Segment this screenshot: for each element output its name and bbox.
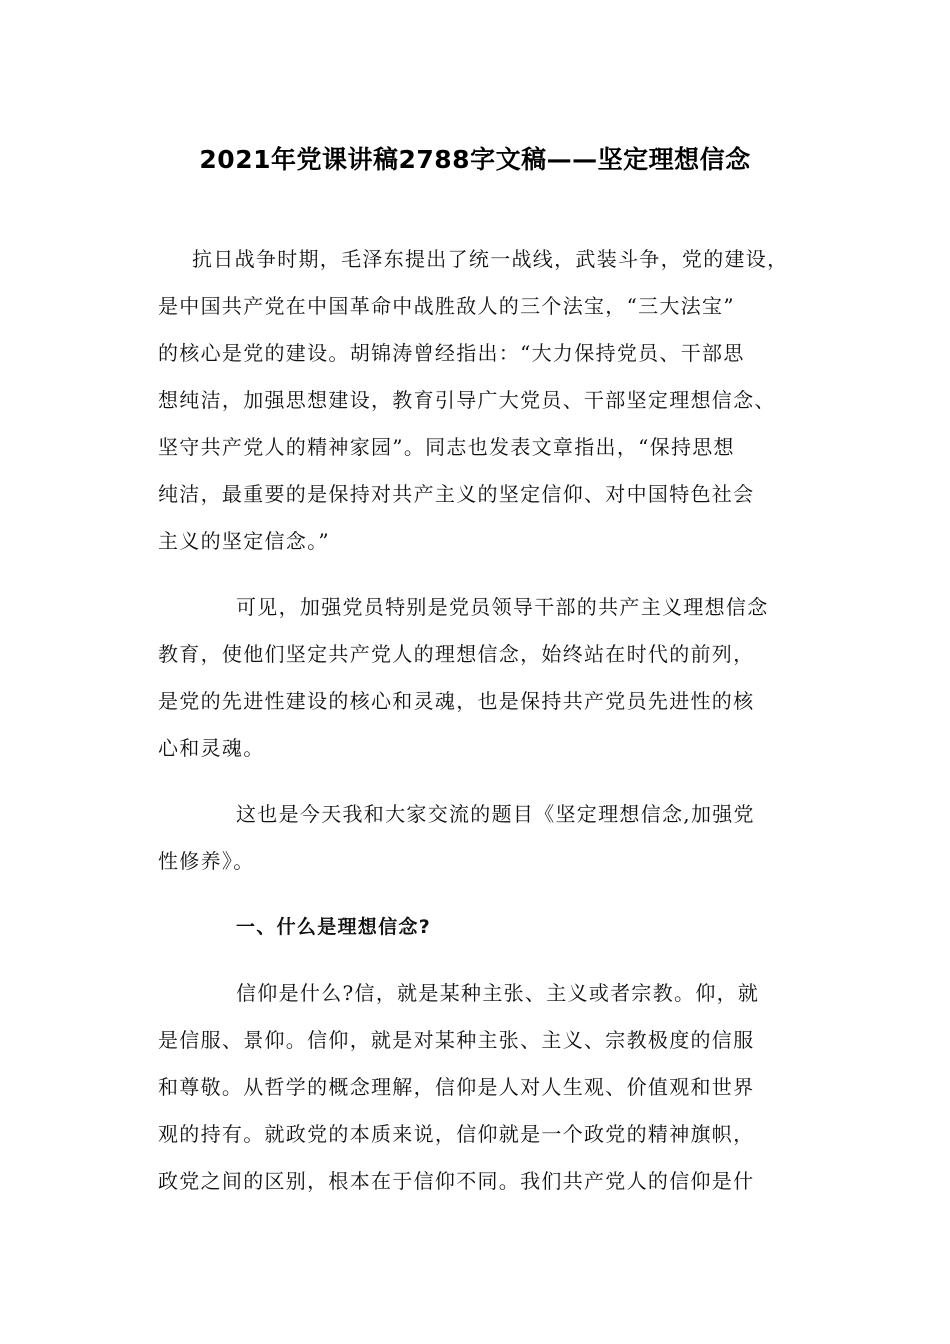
text-line: 观的持有。就政党的本质来说，信仰就是一个政党的精神旗帜， (158, 1122, 755, 1146)
text-line: 可见，加强党员特别是党员领导干部的共产主义理想信念 (236, 595, 769, 619)
paragraph-4 (158, 970, 798, 1205)
text-line: 的核心是党的建设。胡锦涛曾经指出：“大力保持党员、干部思 (158, 341, 745, 365)
text-line: 坚守共产党人的精神家园”。同志也发表文章指出，“保持思想 (158, 435, 735, 459)
paragraph-2 (158, 584, 798, 772)
paragraph-3 (158, 791, 798, 885)
text-line: 性修养》。 (158, 849, 255, 873)
text-line: 纯洁，最重要的是保持对共产主义的坚定信仰、对中国特色社会 (158, 482, 755, 506)
section-heading: 一、什么是理想信念? (236, 916, 432, 938)
paragraph-1 (158, 236, 798, 565)
text-line: 是中国共产党在中国革命中战胜敌人的三个法宝，“三大法宝” (158, 294, 735, 318)
document-body (158, 236, 798, 1205)
document-title: 2021年党课讲稿2788字文稿——坚定理想信念 (199, 145, 751, 174)
text-line: 这也是今天我和大家交流的题目《坚定理想信念,加强党 (236, 802, 755, 826)
text-line: 和尊敬。从哲学的概念理解，信仰是人对人生观、价值观和世界 (158, 1075, 755, 1099)
text-line: 是党的先进性建设的核心和灵魂，也是保持共产党员先进性的核 (158, 689, 755, 713)
text-line: 教育，使他们坚定共产党人的理想信念，始终站在时代的前列， (158, 642, 755, 666)
text-line: 抗日战争时期，毛泽东提出了统一战线，武装斗争，党的建设， (192, 247, 789, 271)
text-line: 心和灵魂。 (158, 736, 265, 760)
text-line: 是信服、景仰。信仰，就是对某种主张、主义、宗教极度的信服 (158, 1028, 755, 1052)
text-line: 政党之间的区别，根本在于信仰不同。我们共产党人的信仰是什 (158, 1169, 755, 1193)
text-line: 想纯洁，加强思想建设，教育引导广大党员、干部坚定理想信念、 (158, 388, 776, 412)
text-line: 主义的坚定信念。” (158, 529, 330, 553)
text-line: 信仰是什么?信，就是某种主张、主义或者宗教。仰，就 (236, 981, 760, 1005)
